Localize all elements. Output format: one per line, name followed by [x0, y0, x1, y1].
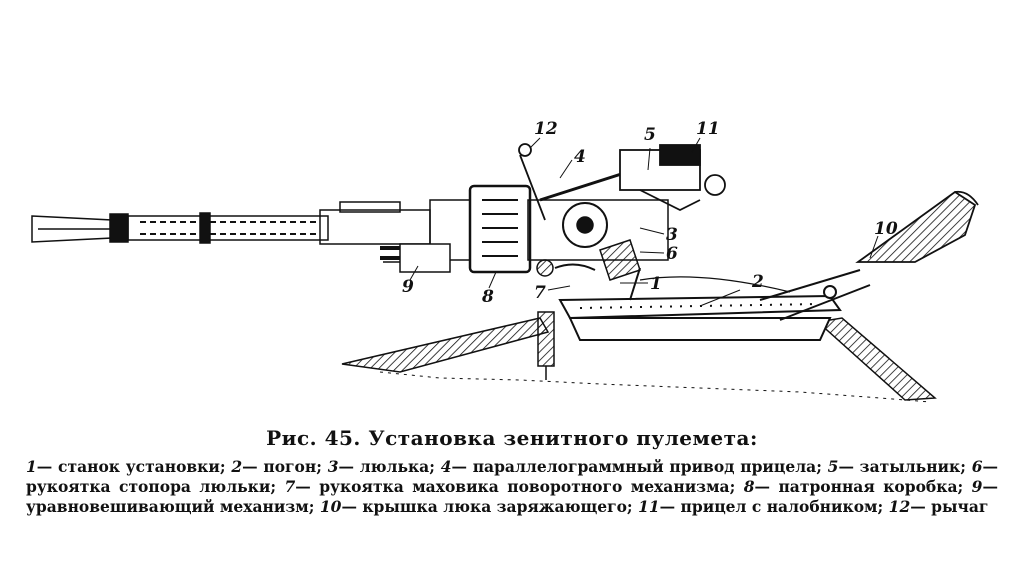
- figure-caption: [0, 426, 1024, 450]
- legend-text-9: — уравновешивающий механизм;: [26, 477, 998, 516]
- callout-8: 8: [482, 287, 494, 307]
- legend-text-4: — параллелограммный привод прицела;: [451, 457, 822, 476]
- legend-num-1: 1: [26, 457, 37, 476]
- legend-text-6: — рукоятка стопора люльки;: [26, 457, 998, 496]
- legend-text-1: — станок установки;: [36, 457, 226, 476]
- legend-text-8: — патронная коробка;: [754, 477, 964, 496]
- callout-1: 1: [650, 274, 662, 294]
- sight-assembly: [519, 144, 725, 220]
- callout-2: 2: [752, 272, 764, 292]
- callout-12: 12: [534, 119, 558, 139]
- callout-9: 9: [402, 277, 414, 297]
- legend-num-9: 9: [971, 477, 983, 496]
- legend-num-3: 3: [327, 457, 339, 476]
- legend-text-11: — прицел с налобником;: [659, 497, 884, 516]
- receiver: [430, 186, 668, 280]
- figure-number: Рис. 45.: [266, 426, 361, 450]
- callout-7: 7: [534, 283, 546, 303]
- legend-num-2: 2: [231, 457, 243, 476]
- callout-4: 4: [574, 147, 586, 167]
- legend-text-3: — люлька;: [338, 457, 435, 476]
- legend-text-5: — затыльник;: [838, 457, 966, 476]
- legend-num-4: 4: [440, 457, 452, 476]
- legend-num-8: 8: [743, 477, 755, 496]
- callout-5: 5: [644, 125, 656, 145]
- gun-barrel: [32, 202, 450, 258]
- callout-6: 6: [666, 244, 678, 264]
- legend-num-7: 7: [284, 477, 296, 496]
- figure-legend: [26, 457, 998, 517]
- legend-text-2: — погон;: [242, 457, 322, 476]
- legend-text-7: — рукоятка маховика поворотного механизма;: [295, 477, 736, 496]
- callout-11: 11: [696, 119, 720, 139]
- callout-3: 3: [666, 225, 678, 245]
- turret-roof-right: [818, 318, 935, 400]
- legend-num-12: 12: [888, 497, 911, 516]
- legend-text-10: — крышка люка заряжающего;: [341, 497, 633, 516]
- legend-num-5: 5: [827, 457, 839, 476]
- mount-frame: [560, 268, 870, 340]
- pivot-post: [538, 312, 554, 380]
- callout-10: 10: [874, 219, 898, 239]
- legend-text-12: — рычаг: [910, 497, 989, 516]
- figure-title: Установка зенитного пулемета:: [368, 426, 758, 450]
- legend-num-10: 10: [319, 497, 342, 516]
- legend-num-11: 11: [638, 497, 660, 516]
- legend-num-6: 6: [971, 457, 983, 476]
